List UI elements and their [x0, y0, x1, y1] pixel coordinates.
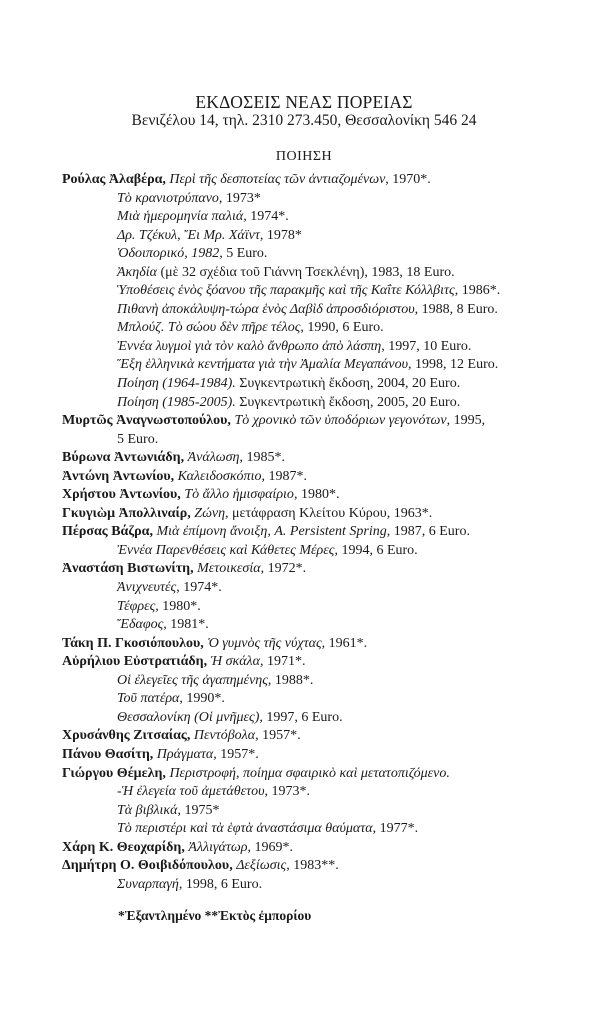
entry-details: , 1961*.: [321, 635, 368, 651]
entry-title: Ἔδαφος: [117, 617, 164, 633]
entry-title: Πιθανὴ ἀποκάλυψη-τώρα ἑνὸς Δαβὶδ ἀπροσδιόριστου: [117, 301, 415, 317]
catalog-entry: [62, 282, 602, 301]
entry-details: , 1977*.: [372, 821, 419, 837]
catalog-entry: [62, 857, 602, 876]
entry-details: , 1997, 6 Euro.: [259, 709, 343, 725]
catalog-entry: [62, 208, 602, 227]
entry-author: Γκυγιὼμ Ἀπολλιναίρ,: [62, 505, 195, 521]
entry-details: , 1990*.: [179, 691, 225, 707]
entry-title: Τὸ χρονικὸ τῶν ὑποδόριων γεγονότων: [234, 413, 447, 429]
catalog-entry: [62, 412, 602, 431]
entry-author: Ἀντώνη Ἀντωνίου,: [62, 468, 178, 484]
entry-details: , 1988*.: [267, 672, 314, 688]
catalog-entry: [62, 727, 602, 746]
catalog-entry: [62, 579, 602, 598]
entry-title: Μετοικεσία: [197, 561, 261, 577]
entry-details: , 1978*: [259, 227, 302, 243]
catalog-entry: [62, 301, 602, 320]
entry-author: Βύρωνα Ἀντωνιάδη,: [62, 450, 188, 466]
entry-title: Συναρπαγή: [117, 876, 179, 892]
catalog-entry: [62, 765, 602, 784]
catalog-entry: [62, 876, 602, 895]
entry-title: Ζώνη: [194, 505, 226, 521]
entry-details: , 1987*.: [261, 468, 307, 484]
entry-details: , μετάφραση Κλείτου Κύρου, 1963*.: [225, 505, 433, 521]
catalog-entry: [62, 375, 602, 394]
entry-details: 5 Euro.: [222, 246, 268, 262]
entry-title: Θεσσαλονίκη (Οἱ μνῆμες): [117, 709, 260, 725]
entry-title: Μιὰ ἡμερομηνία παλιά: [117, 209, 244, 225]
catalog-entry: [62, 190, 602, 209]
entry-title: Ποίηση (1964-1984).: [117, 376, 236, 392]
entry-author: Αὐρήλιου Εὐστρατιάδη,: [62, 654, 211, 670]
entry-author: Δημήτρη Ο. Θοιβιδόπουλου,: [62, 858, 237, 874]
entry-title: Καλειδοσκόπιο: [177, 468, 262, 484]
entry-title: Τὸ ἄλλο ἡμισφαίριο: [184, 487, 294, 503]
entry-author: Γιώργου Θέμελη,: [62, 765, 170, 781]
entry-title: Μπλούζ. Τὸ σώου δὲν πῆρε τέλος: [117, 320, 301, 336]
entry-details: Συγκεντρωτικὴ ἔκδοση, 2004, 20 Euro.: [235, 376, 461, 392]
catalog-entry: [62, 616, 602, 635]
entry-author: Πέρσας Βάζρα,: [62, 524, 157, 540]
entry-details: , 1990, 6 Euro.: [300, 320, 384, 336]
entry-title: -Ἡ ἐλεγεία τοῦ ἀμετάθετου: [117, 784, 265, 800]
entry-details: , 1994, 6 Euro.: [334, 542, 418, 558]
entry-title: Τὸ περιστέρι καὶ τὰ ἑφτὰ ἀναστάσιμα θαύματα: [117, 821, 373, 837]
catalog-entry: [62, 560, 602, 579]
entry-title: Μιὰ ἐπίμονη ἄνοιξη, A. Persistent Spring: [156, 524, 387, 540]
entry-details: , 1997, 10 Euro.: [381, 338, 472, 354]
entry-details: , 1972*.: [260, 561, 307, 577]
entry-author: Τάκη Π. Γκοσιόπουλου,: [62, 635, 208, 651]
catalog-entry: [62, 839, 602, 858]
entry-author: Χρήστου Ἀντωνίου,: [62, 487, 185, 503]
entry-title: Τὸ κρανιοτρύπανο: [117, 190, 219, 206]
entry-title: Ἀνάλωση: [187, 450, 240, 466]
entry-details: , 1975*: [177, 802, 220, 818]
entry-author: Μυρτῶς Ἀναγνωστοπούλου,: [62, 413, 235, 429]
entry-title: Ἐννέα λυγμοὶ γιὰ τὸν καλὸ ἄνθρωπο ἀπὸ λάσπη: [117, 338, 382, 354]
catalog-entry: [62, 635, 602, 654]
entry-author: Πάνου Θασίτη,: [62, 746, 157, 762]
catalog-entry: [62, 394, 602, 413]
entry-details: , 1971*.: [259, 654, 306, 670]
entry-details: , 1974*.: [176, 580, 222, 596]
catalog-entry: [62, 653, 602, 672]
entry-details: , 1974*.: [243, 209, 289, 225]
publisher-name: ΕΚΔΟΣΕΙΣ ΝΕΑΣ ΠΟΡΕΙΑΣ: [195, 92, 413, 112]
entry-details: (μὲ 32 σχέδια τοῦ Γιάννη Τσεκλένη), 1983, 18 Euro.: [156, 264, 455, 280]
catalog-entry: [62, 542, 602, 561]
catalog-entry: [62, 746, 602, 765]
entry-details: , 1980*.: [155, 598, 201, 614]
entry-details: , 1983**.: [286, 858, 339, 874]
entry-details: , 1973*.: [264, 784, 311, 800]
entry-title: Ὁ γυμνὸς τῆς νύχτας: [207, 635, 322, 651]
entry-title: Ἡ σκάλα: [210, 654, 260, 670]
entry-details: , 1998, 6 Euro.: [178, 876, 263, 892]
publisher-address: Βενιζέλου 14, τηλ. 2310 273.450, Θεσσαλονίκη 546 24: [131, 112, 477, 129]
entry-details: , 1981*.: [163, 617, 209, 633]
catalog-entry: [62, 264, 602, 283]
catalog-entry: [62, 338, 602, 357]
catalog-entry: [62, 523, 602, 542]
entry-title: Ὑποθέσεις ἑνὸς ξόανου τῆς παρακμῆς καὶ τῆς Καΐτε Κόλλβιτς: [117, 283, 455, 299]
entry-details: , 1957*.: [213, 746, 259, 762]
entry-title: Ποίηση (1985-2005).: [117, 394, 236, 410]
catalog-entry: [62, 319, 602, 338]
catalog-entry: [62, 245, 602, 264]
catalog-entry: [62, 431, 602, 450]
entry-details: , 1957*.: [255, 728, 301, 744]
entry-title: Ὁδοιπορικό, 1982,: [117, 246, 223, 262]
entry-title: Τοῦ πατέρα: [117, 691, 180, 707]
entry-details: , 1970*.: [385, 172, 431, 187]
catalog-entry: [62, 783, 602, 802]
entry-title: Τὰ βιβλικά: [117, 802, 178, 818]
entry-details: , 1995,: [446, 413, 486, 429]
catalog-entry: [62, 449, 602, 468]
catalog-list: [62, 171, 602, 894]
entry-details: Συγκεντρωτικὴ ἔκδοση, 2005, 20 Euro.: [235, 394, 461, 410]
entry-details: , 1998, 12 Euro.: [408, 357, 499, 373]
entry-title: Ἀνιχνευτές: [117, 580, 177, 596]
catalog-entry: [62, 505, 602, 524]
entry-title: Ἀκηδία: [117, 264, 157, 280]
entry-author: Χρυσάνθης Ζιτσαίας,: [62, 728, 194, 744]
catalog-entry: [62, 820, 602, 839]
entry-title: Περιστροφή, ποίημα σφαιρικὸ καὶ μετατοπιζόμενο.: [169, 765, 450, 781]
footnote: *Ἐξαντλημένο **Ἐκτὸς ἐμπορίου: [118, 908, 312, 923]
entry-details: , 1988, 8 Euro.: [414, 301, 498, 317]
entry-title: Περὶ τῆς δεσποτείας τῶν ἀντιαζομένων: [169, 172, 386, 187]
catalog-entry: [62, 227, 602, 246]
entry-details: , 1980*.: [293, 487, 340, 503]
entry-author: Χάρη Κ. Θεοχαρίδη,: [62, 839, 189, 855]
section-title: ΠΟΙΗΣΗ: [275, 149, 333, 164]
entry-title: Δεξίωσις: [236, 858, 287, 874]
entry-author: Ρούλας Ἀλαβέρα,: [62, 172, 170, 187]
entry-title: Ἕξη ἑλληνικὰ κεντήματα γιὰ τὴν Ἀμαλία Μεγαπάνου: [117, 357, 409, 373]
catalog-entry: [62, 690, 602, 709]
catalog-entry: [62, 468, 602, 487]
catalog-entry: [62, 672, 602, 691]
entry-author: Ἀναστάση Βιστωνίτη,: [62, 561, 198, 577]
entry-title: Οἱ ἐλεγεῖες τῆς ἀγαπημένης: [117, 672, 268, 688]
catalog-entry: [62, 171, 602, 190]
entry-title: Πράγματα: [156, 746, 214, 762]
catalog-entry: [62, 486, 602, 505]
entry-details: , 1986*.: [454, 283, 501, 299]
entry-details: , 1987, 6 Euro.: [386, 524, 470, 540]
entry-title: Δρ. Τζέκυλ, Ἔι Μρ. Χάϊντ: [117, 227, 260, 243]
entry-details: , 1985*.: [239, 450, 285, 466]
entry-title: Τέφρες: [117, 598, 156, 614]
catalog-entry: [62, 598, 602, 617]
entry-title: Ἐννέα Παρενθέσεις καὶ Κάθετες Μέρες: [117, 542, 335, 558]
catalog-entry: [62, 802, 602, 821]
catalog-entry: [62, 709, 602, 728]
entry-title: Ἀλλιγάτωρ: [188, 839, 248, 855]
entry-details: , 1969*.: [247, 839, 293, 855]
entry-details: , 1973*: [218, 190, 261, 206]
entry-details: 5 Euro.: [117, 431, 159, 447]
entry-title: Πεντόβολα: [193, 728, 256, 744]
catalog-entry: [62, 356, 602, 375]
